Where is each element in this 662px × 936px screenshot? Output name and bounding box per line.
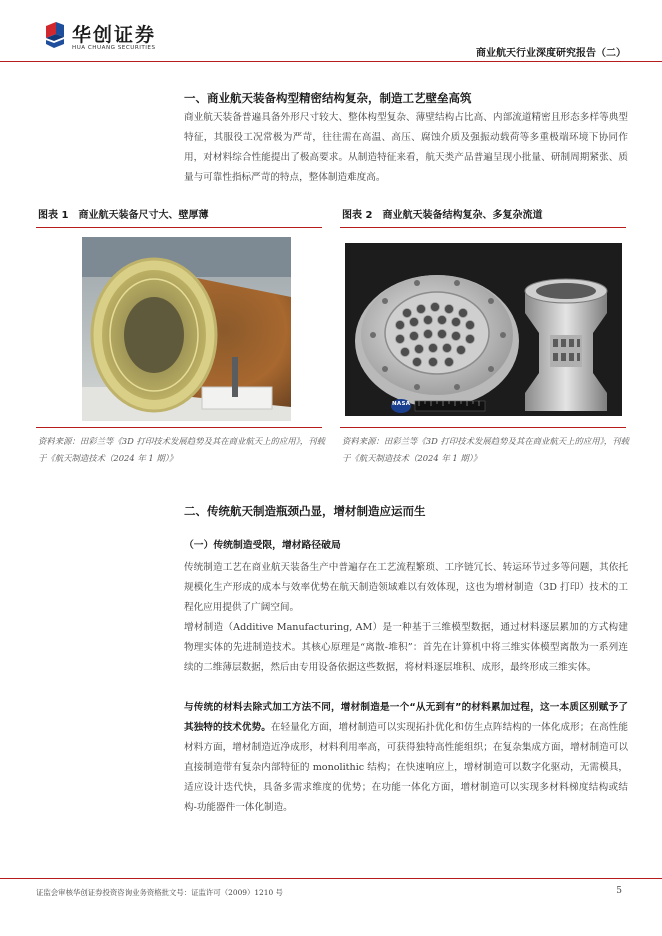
section-2-paragraph-3 (184, 698, 628, 818)
figure-1-source: 资料来源：田彩兰等《3D 打印技术发展趋势及其在商业航天上的应用》，刊载于《航天制造技术（2024 年 1 期）》 (38, 436, 325, 463)
figure-2-photo-injector (345, 243, 622, 416)
figure-1-photo-engine-nozzle (82, 237, 291, 421)
section-1-title: 一、商业航天装备构型精密结构复杂，制造工艺壁垒高筑 (184, 91, 472, 105)
logo (44, 18, 174, 58)
figure-2-caption: 图表 2 商业航天装备结构复杂、多复杂流道 (342, 210, 543, 221)
figure-1-caption: 图表 1 商业航天装备尺寸大、壁厚薄 (38, 210, 209, 221)
section-2-paragraph-1: 传统制造工艺在商业航天装备生产中普遍存在工艺流程繁琐、工序链冗长、转运环节过多等问题，其依托规模化生产形成的成本与效率优势在航天制造领域难以有效体现，这也为增材制造（3D 打印）技术的工程化应用提供了广阔空间。 (184, 562, 628, 613)
section-1-paragraph: 商业航天装备普遍具备外形尺寸较大、整体构型复杂、薄壁结构占比高、内部流道精密且形态多样等典型特征，其服役工况常极为严苛，往往需在高温、高压、腐蚀介质及强振动载荷等多重极端环境下协同作用，对材料综合性能提出了极高要求。从制造特征来看，航天类产品普遍呈现小批量、研制周期紧张、质量与可靠性指标严苛的特点，整体制造难度高。 (184, 112, 628, 183)
section-2-paragraph-3-body: 在轻量化方面，增材制造可以实现拓扑优化和仿生点阵结构的一体化成形；在高性能材料方面，增材制造近净成形，材料利用率高，可获得独特高性能组织；在复杂集成方面，增材制造可以直接制造带有复杂内部特征的 monolithic 结构；在快速响应上，增材制造可以数字化驱动，无需模具，适应设计迭代快，具备多需求维度的优势；在功能一体化方面，增材制造可以实现多材料梯度结构或结构-功能器件一体化制造。 (184, 722, 629, 813)
page-number: 5 (616, 886, 622, 896)
figure-1-bottom-rule (36, 427, 322, 428)
logo-mark-icon (44, 22, 66, 48)
figure-2-source: 资料来源：田彩兰等《3D 打印技术发展趋势及其在商业航天上的应用》，刊载于《航天制造技术（2024 年 1 期）》 (342, 436, 629, 463)
figure-2-bottom-rule (340, 427, 626, 428)
report-title: 商业航天行业深度研究报告（二） (476, 48, 626, 59)
section-2-title: 二、传统航天制造瓶颈凸显，增材制造应运而生 (184, 504, 426, 518)
logo-text-en: HUA CHUANG SECURITIES (72, 45, 156, 51)
page-header (0, 0, 662, 64)
footer-license-text: 证监会审核华创证券投资咨询业务资格批文号：证监许可（2009）1210 号 (36, 888, 283, 897)
figure-2-top-rule (340, 227, 626, 228)
section-2-paragraph-3-emphasis: 与传统的材料去除式加工方法不同，增材制造是一个“从无到有”的材料累加过程，这一本质区别赋予了其独特的技术优势。 (184, 702, 628, 733)
header-divider (0, 61, 662, 62)
logo-text-cn: 华创证券 (72, 24, 157, 46)
figure-1-top-rule (36, 227, 322, 228)
section-2-paragraph-2: 增材制造（Additive Manufacturing, AM）是一种基于三维模型数据，通过材料逐层累加的方式构建物理实体的先进制造技术。其核心原理是“离散-堆积”：首先在计算机中将三维实体模型离散为一系列连续的二维薄层数据，然后由专用设备依据这些数据，将材料逐层堆积、成形，最终形成三维实体。 (184, 622, 628, 673)
footer-divider (0, 878, 662, 879)
nasa-logo-label: NASA (392, 401, 411, 407)
section-2-subtitle: （一）传统制造受限，增材路径破局 (184, 540, 341, 551)
